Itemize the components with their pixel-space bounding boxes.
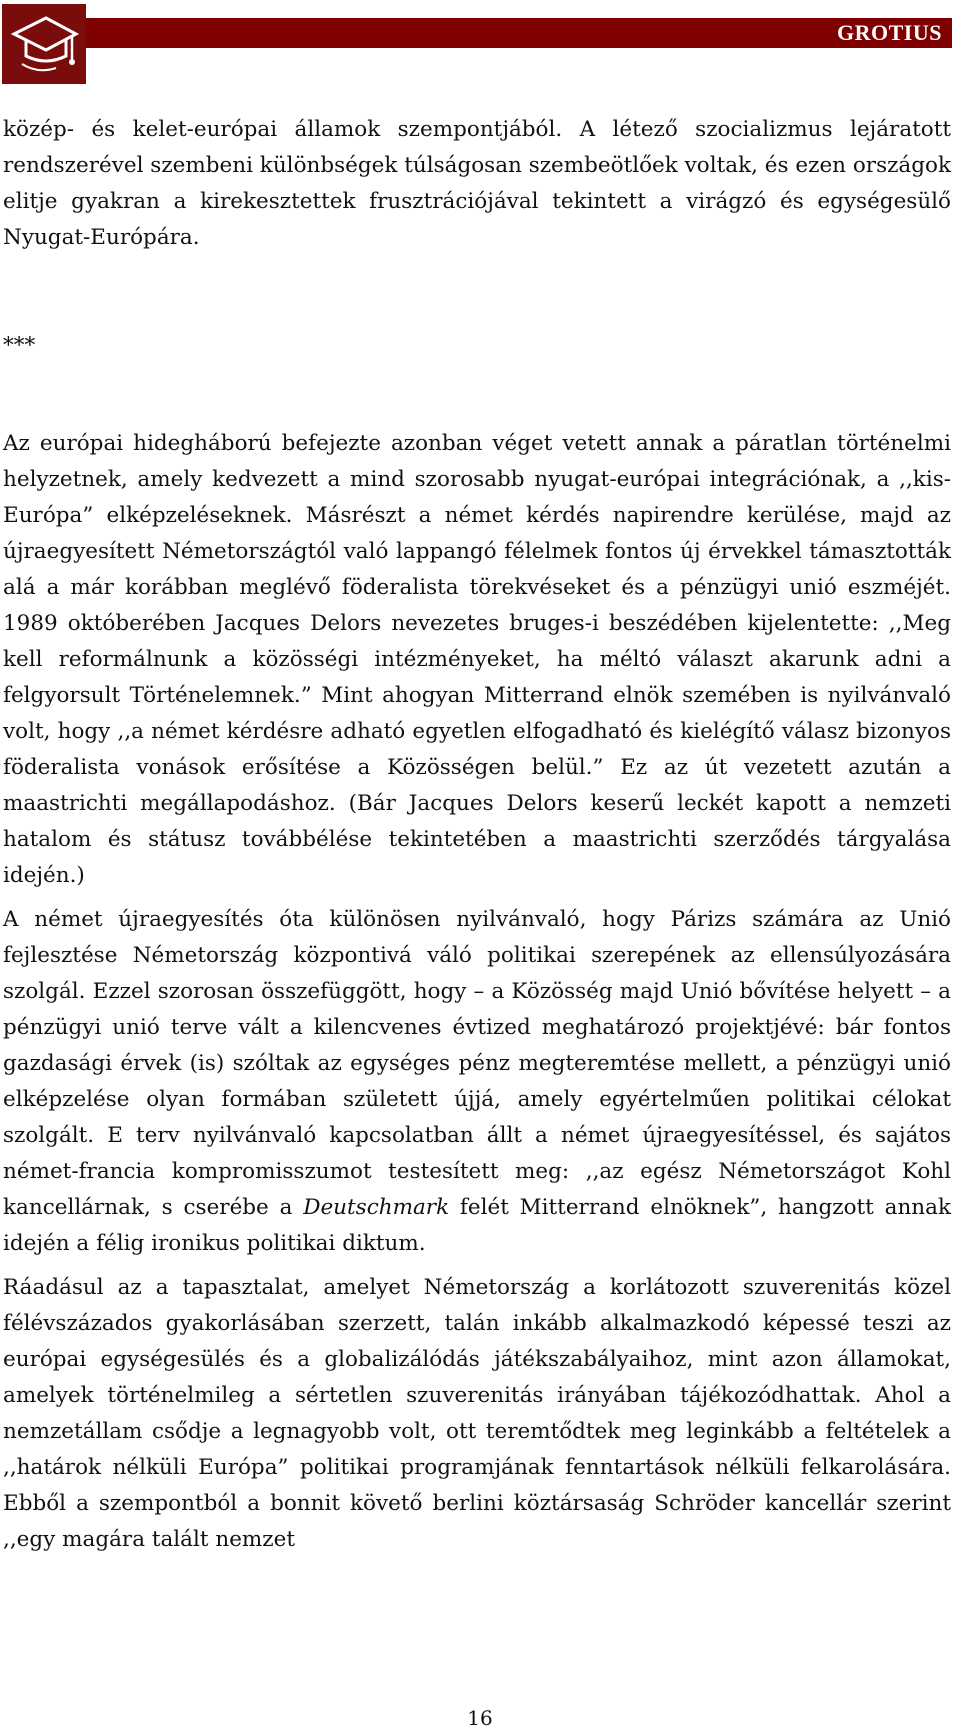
paragraph-2: Az európai hidegháború befejezte azonban véget vetett annak a páratlan történelmi helyzetnek, amely kedvezett a mind szorosabb nyugat-európai integrációnak, a ,,kis-Európa” elképzeléseknek. Másrészt a német kérdés napirendre kerülése, majd az újraegyesített Németországtól való lappangó félelmek fontos új érvekkel támasztották alá a már korábban meglévő föderalista törekvéseket és a pénzügyi unió eszméjét. 1989 októberében Jacques Delors nevezetes bruges-i beszédében kijelentette: ,,Meg kell reformálnunk a közösségi intézményeket, ha méltó választ akarunk adni a felgyorsult Történelemnek.” Mint ahogyan Mitterrand elnök szemében is nyilvánvaló volt, hogy ,,a német kérdésre adható egyetlen elfogadható és kielégítő válasz bizonyos föderalista vonások erősítése a Közösségen belül.” Ez az út vezetett azután a maastrichti megállapodáshoz. (Bár Jacques Delors keserű leckét kapott a nemzeti hatalom és státusz továbbélése tekintetében a maastrichti szerződés tárgyalása idején.): [3, 431, 951, 888]
section-separator: ***: [3, 333, 36, 358]
brand-title: GROTIUS: [837, 20, 942, 45]
logo: [2, 4, 86, 84]
paragraph-3-italic: Deutschmark: [303, 1195, 450, 1220]
paragraph-3-text-b: felét Mitterrand elnöknek”, hangzott annak idején a félig ironikus politikai diktum.: [3, 1195, 951, 1256]
paragraph-4: Ráadásul az a tapasztalat, amelyet Németország a korlátozott szuverenitás közel félévszázados gyakorlásában szerzett, talán inkább alkalmazkodó képessé teszi az európai egységesülés és a globalizálódás játékszabályaihoz, mint azon államokat, amelyek történelmileg a sértetlen szuverenitás irányában tájékozódhattak. Ahol a nemzetállam csődje a legnagyobb volt, ott teremtődtek meg leginkább a feltételek a ,,határok nélküli Európa” politikai programjának fenntartások nélküli felkarolására. Ebből a szempontból a bonnit követő berlini köztársaság Schröder kancellár szerint ,,egy magára talált nemzet: [3, 1275, 951, 1552]
document-body: [3, 112, 951, 1566]
page-header: [0, 0, 960, 90]
page-number: 16: [467, 1706, 493, 1730]
header-bar: [86, 18, 952, 48]
paragraph-3: [3, 902, 951, 1262]
paragraph-1: közép- és kelet-európai államok szempontjából. A létező szocializmus lejáratott rendszerével szembeni különbségek túlságosan szembeötlőek voltak, és ezen országok elitje gyakran a kirekesztettek frusztrációjával tekintett a virágzó és egységesülő Nyugat-Európára.: [3, 117, 951, 250]
paragraph-3-text-a: A német újraegyesítés óta különösen nyilvánvaló, hogy Párizs számára az Unió fejlesztése Németország központivá váló politikai szerepének az ellensúlyozására szolgál. Ezzel szorosan összefüggött, hogy – a Közösség majd Unió bővítése helyett – a pénzügyi unió terve vált a kilencvenes évtized meghatározó projektjévé: bár fontos gazdasági érvek (is) szóltak az egységes pénz megteremtése mellett, a pénzügyi unió elképzelése olyan formában született újjá, amely egyértelműen politikai célokat szolgált. E terv nyilvánvaló kapcsolatban állt a német újraegyesítéssel, és sajátos német-francia kompromisszumot testesített meg: ,,az egész Németországot Kohl kancellárnak, s cserébe a: [3, 907, 951, 1220]
graduation-cap-icon: [2, 4, 86, 84]
